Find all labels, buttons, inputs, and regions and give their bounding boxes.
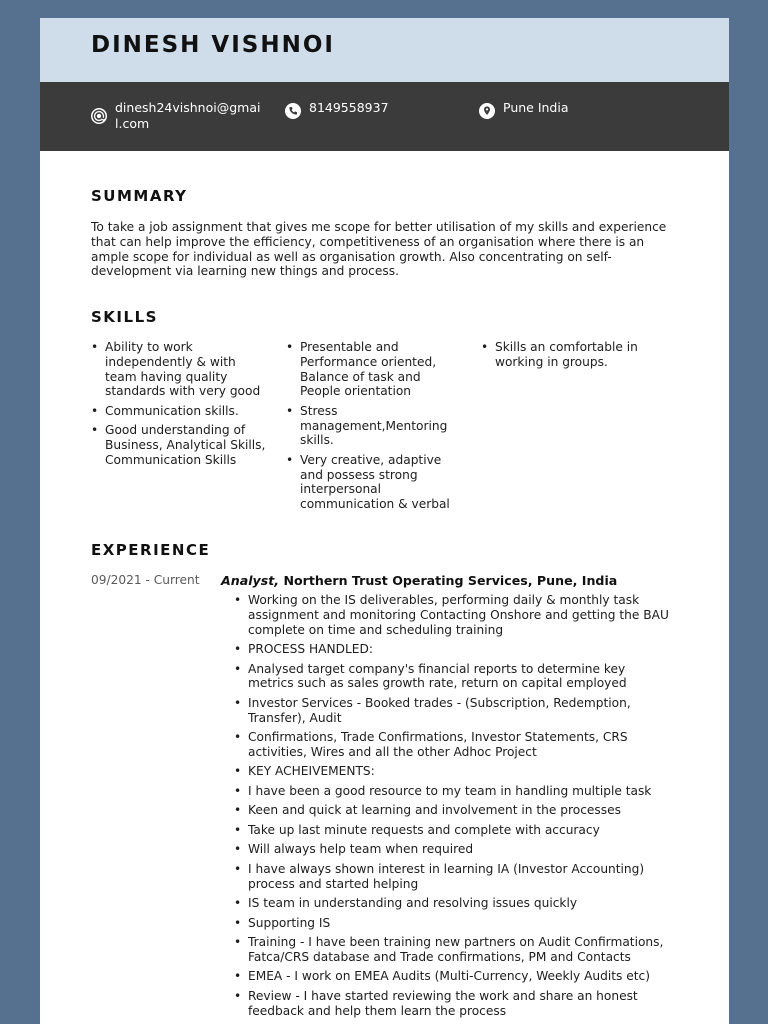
job-title bbox=[221, 573, 617, 588]
job-bullet: • Will always help team when required bbox=[234, 842, 674, 857]
skill-item: • Stress management,Mentoring skills. bbox=[286, 404, 451, 448]
experience-heading: EXPERIENCE bbox=[91, 541, 211, 559]
resume-page bbox=[40, 18, 729, 1024]
skill-item: • Skills an comfortable in working in groups. bbox=[481, 340, 651, 370]
contact-location bbox=[479, 100, 569, 119]
skill-item: • Good understanding of Business, Analytical Skills, Communication Skills bbox=[91, 423, 266, 467]
job-bullet: • Supporting IS bbox=[234, 916, 674, 931]
skill-item: • Presentable and Performance oriented, Balance of task and People orientation bbox=[286, 340, 451, 399]
job-bullet: • IS team in understanding and resolving issues quickly bbox=[234, 896, 674, 911]
skills-column-2 bbox=[286, 340, 451, 517]
job-company: Northern Trust Operating Services, Pune, India bbox=[283, 573, 618, 588]
email-text: dinesh24vishnoi@gmail.com bbox=[115, 100, 261, 131]
job-dates: 09/2021 - Current bbox=[91, 573, 200, 587]
contact-email[interactable] bbox=[91, 100, 265, 132]
job-bullet: • EMEA - I work on EMEA Audits (Multi-Currency, Weekly Audits etc) bbox=[234, 969, 674, 984]
job-responsibilities bbox=[234, 593, 674, 1023]
job-bullet: • Take up last minute requests and complete with accuracy bbox=[234, 823, 674, 838]
at-sign-icon bbox=[91, 108, 107, 124]
skills-heading: SKILLS bbox=[91, 308, 158, 326]
job-bullet: • PROCESS HANDLED: bbox=[234, 642, 674, 657]
phone-text: 8149558937 bbox=[309, 100, 389, 115]
job-bullet: • Confirmations, Trade Confirmations, Investor Statements, CRS activities, Wires and all the other Adhoc Project bbox=[234, 730, 674, 760]
contact-phone[interactable] bbox=[285, 100, 389, 119]
candidate-name: DINESH VISHNOI bbox=[91, 32, 335, 58]
job-bullet: • I have been a good resource to my team in handling multiple task bbox=[234, 784, 674, 799]
job-bullet: • Investor Services - Booked trades - (Subscription, Redemption, Transfer), Audit bbox=[234, 696, 674, 726]
job-bullet: • KEY ACHEIVEMENTS: bbox=[234, 764, 674, 779]
job-bullet: • I have always shown interest in learning IA (Investor Accounting) process and started helping bbox=[234, 862, 674, 892]
location-text: Pune India bbox=[503, 100, 569, 115]
job-role: Analyst, bbox=[221, 573, 280, 588]
job-bullet: • Keen and quick at learning and involvement in the processes bbox=[234, 803, 674, 818]
skill-item: • Very creative, adaptive and possess strong interpersonal communication & verbal bbox=[286, 453, 451, 512]
skill-item: • Communication skills. bbox=[91, 404, 266, 419]
skills-column-3 bbox=[481, 340, 651, 374]
job-bullet: • Working on the IS deliverables, performing daily & monthly task assignment and monitoring Contacting Onshore and getting the BAU complete on time and scheduling training bbox=[234, 593, 674, 637]
location-pin-icon bbox=[479, 103, 495, 119]
summary-text: To take a job assignment that gives me scope for better utilisation of my skills and experience that can help improve the efficiency, competitiveness of an organisation where there is an ample scope for individual as well as organisation growth. Also concentrating on self-development via learning new things and process. bbox=[91, 220, 667, 279]
skill-item: • Ability to work independently & with team having quality standards with very good bbox=[91, 340, 266, 399]
job-bullet: • Training - I have been training new partners on Audit Confirmations, Fatca/CRS database and Trade confirmations, PM and Contacts bbox=[234, 935, 674, 965]
phone-icon bbox=[285, 103, 301, 119]
job-bullet: • Analysed target company's financial reports to determine key metrics such as sales growth rate, return on capital employed bbox=[234, 662, 674, 692]
skills-column-1 bbox=[91, 340, 266, 472]
name-band bbox=[40, 18, 729, 82]
summary-heading: SUMMARY bbox=[91, 187, 188, 205]
contact-band bbox=[40, 82, 729, 151]
job-bullet: • Review - I have started reviewing the work and share an honest feedback and help them learn the process bbox=[234, 989, 674, 1019]
